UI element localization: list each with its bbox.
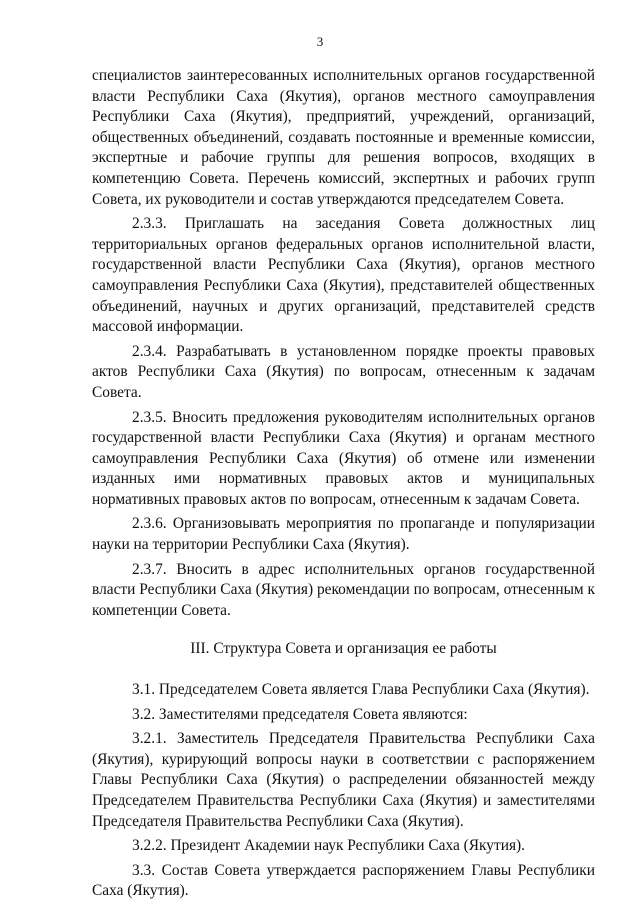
paragraph-2-3-3: 2.3.3. Приглашать на заседания Совета должностных лиц территориальных органов федеральных органов исполнительной власти, государственной власти Республики Саха (Якутия), органов местного самоуправления Республики Саха (Якутия), представителей общественных объединений, научных и других организаций, представителей средств массовой информации. xyxy=(92,215,595,336)
paragraph-continuation: специалистов заинтересованных исполнительных органов государственной власти Республики Саха (Якутия), органов местного самоуправления Республики Саха (Якутия), предприятий, учреждений, организаций, общественных объединений, создавать постоянные и временные комиссии, экспертные и рабочие группы для решения вопросов, входящих в компетенцию Совета. Перечень комиссий, экспертных и рабочих групп Совета, их руководители и состав утверждаются председателем Совета. xyxy=(92,67,595,208)
paragraph-2-3-5: 2.3.5. Вносить предложения руководителям исполнительных органов государственной власти Республики Саха (Якутия) и органам местного самоуправления Республики Саха (Якутия) об отмене или изменении изданных ими нормативных правовых актов и муниципальных нормативных правовых актов по вопросам, отнесенным к задачам Совета. xyxy=(92,408,595,508)
paragraph-2-3-4: 2.3.4. Разрабатывать в установленном порядке проекты правовых актов Республики Саха (Якутия) по вопросам, отнесенным к задачам Совета. xyxy=(92,342,595,401)
document-body xyxy=(92,66,595,906)
paragraph-3-2-2: 3.2.2. Президент Академии наук Республики Саха (Якутия). xyxy=(132,837,525,855)
paragraph-3-2-1: 3.2.1. Заместитель Председателя Правительства Республики Саха (Якутия), курирующий вопросы науки в соответствии с распоряжением Главы Республики Саха (Якутия) о распределении обязанностей между Председателем Правительства Республики Саха (Якутия) и заместителями Председателя Правительства Республики Саха (Якутия). xyxy=(92,730,595,830)
section-heading: III. Структура Совета и организация ее работы xyxy=(190,640,497,658)
paragraph-2-3-7: 2.3.7. Вносить в адрес исполнительных органов государственной власти Республики Саха (Якутия) рекомендации по вопросам, отнесенным к компетенции Совета. xyxy=(92,560,595,619)
paragraph-3-3: 3.3. Состав Совета утверждается распоряжением Главы Республики Саха (Якутия). xyxy=(92,861,595,900)
paragraph-3-2: 3.2. Заместителями председателя Совета являются: xyxy=(132,705,468,723)
page-number: 3 xyxy=(316,34,324,49)
paragraph-3-1: 3.1. Председателем Совета является Глава Республики Саха (Якутия). xyxy=(132,681,590,699)
paragraph-2-3-6: 2.3.6. Организовывать мероприятия по пропаганде и популяризации науки на территории Республики Саха (Якутия). xyxy=(92,515,595,554)
